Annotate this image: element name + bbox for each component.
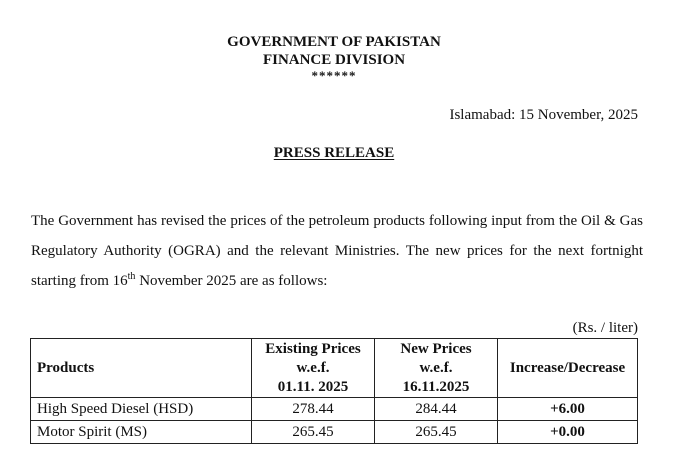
government-heading: GOVERNMENT OF PAKISTAN (227, 34, 441, 50)
table-row (31, 421, 638, 444)
table-row (31, 398, 638, 421)
press-release-title-text: PRESS RELEASE (273, 145, 395, 161)
header-new-line3: 16.11.2025 (402, 378, 470, 395)
header-existing-line2: w.e.f. (296, 359, 330, 376)
stars-divider: ****** (311, 68, 357, 83)
price-change: +0.00 (498, 421, 638, 444)
header-existing-line3: 01.11. 2025 (277, 378, 349, 395)
product-name: Motor Spirit (MS) (31, 421, 252, 444)
new-price: 265.45 (375, 421, 498, 444)
header-products: Products (31, 339, 252, 398)
body-paragraph (31, 206, 643, 296)
header-new-line2: w.e.f. (419, 359, 453, 376)
body-text-part1: The Government has revised the prices of the petroleum products following input from the Oil & Gas Regulatory Authority (OGRA) and the relevant Ministries. The new prices for the next fortnight starting from 16 (31, 213, 643, 289)
new-price: 284.44 (375, 398, 498, 421)
ordinal-suffix: th (127, 271, 136, 282)
existing-price: 265.45 (252, 421, 375, 444)
existing-price: 278.44 (252, 398, 375, 421)
price-change: +6.00 (498, 398, 638, 421)
press-release-title (0, 145, 668, 162)
product-name: High Speed Diesel (HSD) (31, 398, 252, 421)
header-increase-decrease: Increase/Decrease (498, 339, 638, 398)
header-existing-prices (252, 339, 375, 398)
table-header-row (31, 339, 638, 398)
header-existing-line1: Existing Prices (265, 340, 361, 357)
letterhead (0, 33, 668, 83)
body-text-part2: November 2025 are as follows: (135, 273, 328, 289)
division-heading: FINANCE DIVISION (262, 52, 406, 68)
header-new-line1: New Prices (400, 340, 472, 357)
unit-note: (Rs. / liter) (572, 320, 638, 336)
price-table (30, 338, 638, 444)
header-new-prices (375, 339, 498, 398)
dateline: Islamabad: 15 November, 2025 (449, 107, 638, 123)
